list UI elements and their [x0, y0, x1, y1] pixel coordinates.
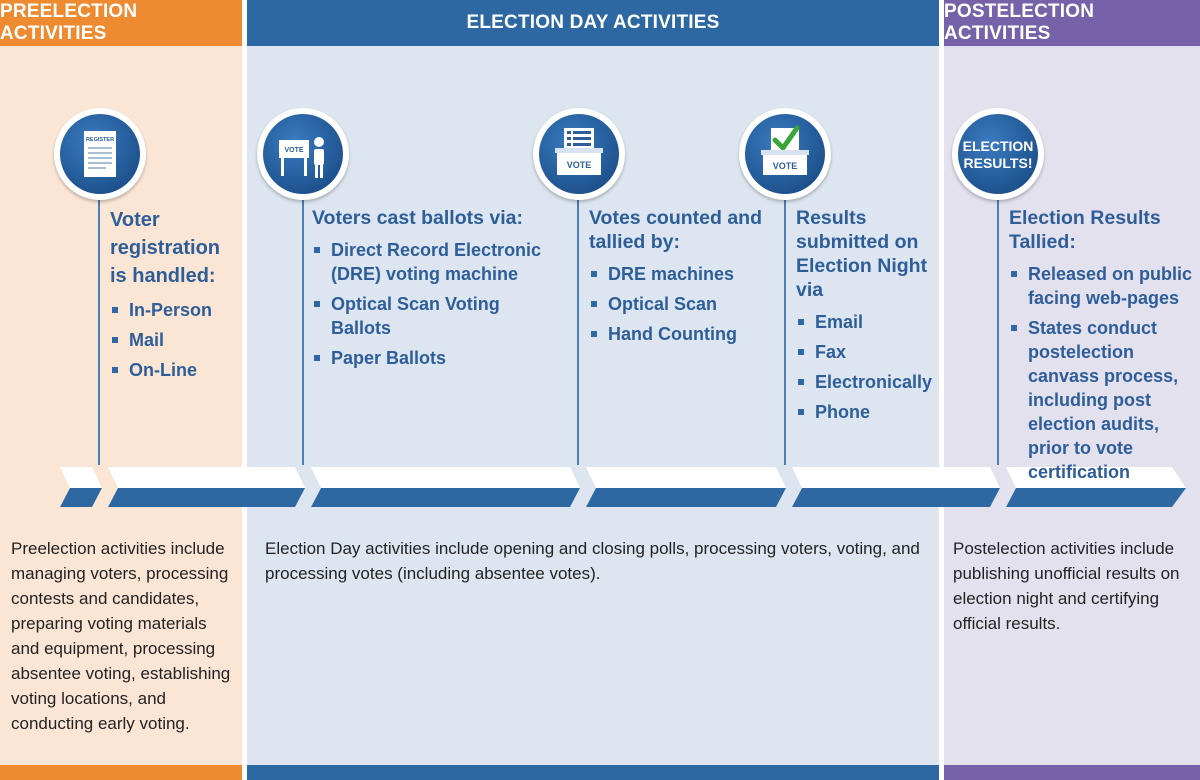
list-item: Mail	[110, 328, 240, 352]
postelection-description: Postelection activities include publishing unofficial results on election night and certifying official results.	[953, 539, 1180, 633]
ballot-box-check-icon	[739, 108, 831, 200]
voting-booth-icon	[257, 108, 349, 200]
registration-stage	[110, 206, 240, 388]
tallied-stage	[1009, 206, 1194, 490]
list-item: Paper Ballots	[312, 346, 562, 370]
submitting-stage	[796, 206, 931, 430]
list-item: Email	[796, 310, 931, 334]
svg-text:VOTE: VOTE	[284, 147, 304, 154]
registration-title: Voter registration is handled:	[110, 209, 221, 287]
list-item: In-Person	[110, 298, 240, 322]
list-item: Fax	[796, 340, 931, 364]
svg-text:RESULTS!: RESULTS!	[963, 155, 1033, 171]
election-results-icon	[952, 108, 1044, 200]
list-item: Optical Scan	[589, 292, 769, 316]
list-item: Phone	[796, 400, 931, 424]
svg-text:VOTE: VOTE	[566, 160, 592, 170]
svg-text:ELECTION: ELECTION	[962, 138, 1034, 154]
election-day-description: Election Day activities include opening and closing polls, processing voters, voting, and processing votes (including absentee votes).	[265, 539, 920, 583]
list-item: DRE machines	[589, 262, 769, 286]
casting-stage	[312, 206, 562, 376]
registration-list	[110, 298, 240, 382]
casting-list	[312, 238, 562, 370]
preelection-header: PREELECTION ACTIVITIES	[0, 0, 242, 46]
svg-text:VOTE: VOTE	[772, 161, 798, 171]
postelection-header: POSTELECTION ACTIVITIES	[944, 0, 1200, 46]
submitting-list	[796, 310, 931, 424]
casting-title: Voters cast ballots via:	[312, 207, 523, 229]
list-item: States conduct postelection canvass process, including post election audits, prior to vote certification	[1009, 316, 1194, 484]
tallied-title: Election Results Tallied:	[1009, 207, 1161, 253]
ballot-box-icon	[533, 108, 625, 200]
register-clipboard-icon	[54, 108, 146, 200]
list-item: Released on public facing web-pages	[1009, 262, 1194, 310]
election-day-header: ELECTION DAY ACTIVITIES	[247, 0, 939, 46]
list-item: Electronically	[796, 370, 931, 394]
list-item: Hand Counting	[589, 322, 769, 346]
tallied-list	[1009, 262, 1194, 484]
list-item: On-Line	[110, 358, 240, 382]
counting-title: Votes counted and tallied by:	[589, 207, 762, 253]
list-item: Optical Scan Voting Ballots	[312, 292, 562, 340]
list-item: Direct Record Electronic (DRE) voting machine	[312, 238, 562, 286]
svg-text:REGISTER: REGISTER	[85, 137, 115, 143]
preelection-description: Preelection activities include managing voters, processing contests and candidates, preparing voting materials and equipment, processing absentee voting, establishing voting locations, and conducting early voting.	[11, 539, 231, 733]
submitting-title: Results submitted on Election Night via	[796, 207, 928, 301]
counting-stage	[589, 206, 769, 352]
counting-list	[589, 262, 769, 346]
